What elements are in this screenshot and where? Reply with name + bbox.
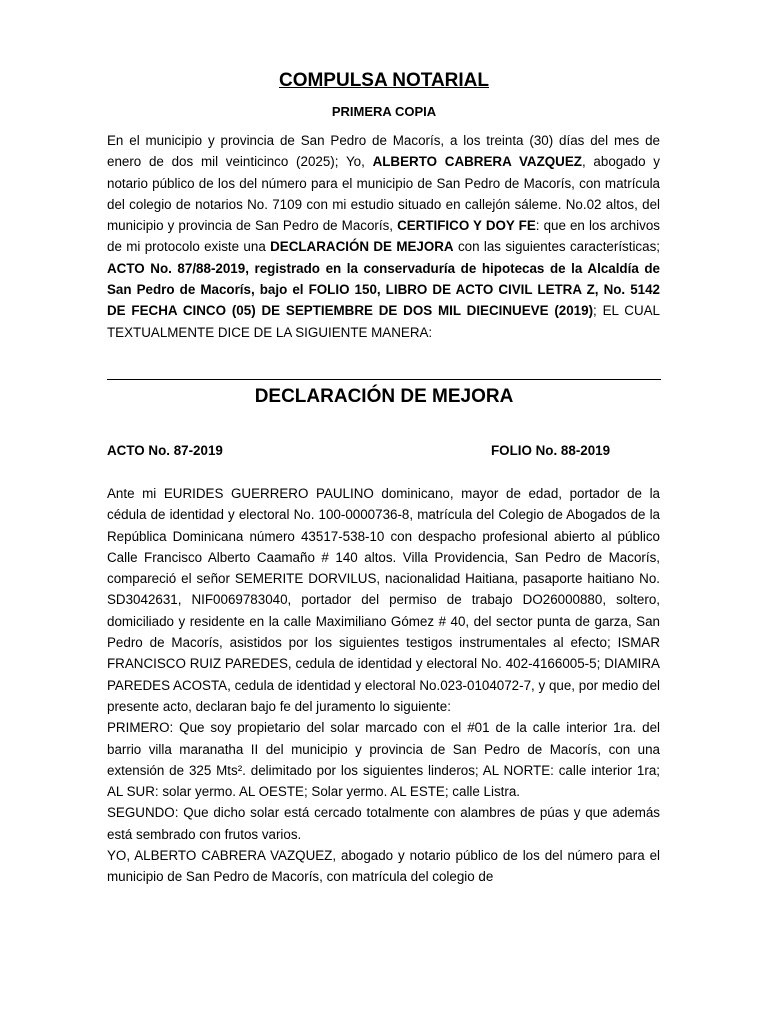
horizontal-divider [107,379,661,380]
paragraph-notary: YO, ALBERTO CABRERA VAZQUEZ, abogado y notario público de los del número para el municipio de San Pedro de Macorís, con matrícula del colegio de [107,848,660,885]
intro-text-3: : que en los archivos de mi protocolo existe una [107,218,660,255]
intro-acto-details: ACTO No. 87/88-2019, registrado en la conservaduría de hipotecas de la Alcaldía de San Pedro de Macorís, bajo el FOLIO 150, LIBRO DE ACTO CIVIL LETRA Z, No. 5142 DE FECHA CINCO (05) DE SEPTIEMBRE DE DOS MIL DIECINUEVE (2019) [107,260,660,319]
paragraph-segundo: SEGUNDO: Que dicho solar está cercado totalmente con alambres de púas y que además está sembrado con frutos varios. [107,805,660,842]
intro-text-4: con las siguientes características; [453,239,660,255]
intro-text-1: En el municipio y provincia de San Pedro de Macorís, a los treinta (30) días del mes de enero de dos mil veinticinco (2025); Yo, [107,133,660,170]
document-subtitle: PRIMERA COPIA [331,104,437,119]
folio-number: FOLIO No. 88-2019 [491,443,611,458]
document-title: COMPULSA NOTARIAL [278,70,490,91]
intro-paragraph [107,130,660,343]
intro-notary-name: ALBERTO CABRERA VAZQUEZ [372,154,582,170]
paragraph-primero: PRIMERO: Que soy propietario del solar marcado con el #01 de la calle interior 1ra. del barrio villa maranatha II del municipio y provincia de San Pedro de Macorís, con una extensión de 325 Mts². delimitado por los siguientes linderos; AL NORTE: calle interior 1ra; AL SUR: solar yermo. AL OESTE; Solar yermo. AL ESTE; calle Listra. [107,720,660,800]
intro-certifico: CERTIFICO Y DOY FE [397,218,536,234]
declaration-body [107,483,660,888]
intro-text-5: ; EL CUAL TEXTUALMENTE DICE DE LA SIGUIENTE MANERA: [107,303,661,340]
acto-number: ACTO No. 87-2019 [107,443,223,458]
intro-declaracion: DECLARACIÓN DE MEJORA [270,239,454,255]
intro-text-2: , abogado y notario público de los del número para el municipio de San Pedro de Macorís, con matrícula del colegio de notarios No. 7109 con mi estudio situado en callejón sáleme. No.02 altos, del municipio y provincia de San Pedro de Macorís, [107,154,660,234]
section-heading: DECLARACIÓN DE MEJORA [254,386,514,407]
paragraph-comparecencia: Ante mi EURIDES GUERRERO PAULINO dominicano, mayor de edad, portador de la cédula de identidad y electoral No. 100-0000736-8, matrícula del Colegio de Abogados de la República Dominicana número 43517-538-10 con despacho profesional abierto al público Calle Francisco Alberto Caamaño # 140 altos. Villa Providencia, San Pedro de Macorís, compareció el señor SEMERITE DORVILUS, nacionalidad Haitiana, pasaporte haitiano No. SD3042631, NIF0069783040, portador del permiso de trabajo DO26000880, soltero, domiciliado y residente en la calle Maximiliano Gómez # 40, del sector punta de garza, San Pedro de Macorís, asistidos por los siguientes testigos instrumentales al efecto; ISMAR FRANCISCO RUIZ PAREDES, cedula de identidad y electoral No. 402-4166005-5; DIAMIRA PAREDES ACOSTA, cedula de identidad y electoral No.023-0104072-7, y que, por medio del presente acto, declaran bajo fe del juramento lo siguiente: [107,486,660,714]
